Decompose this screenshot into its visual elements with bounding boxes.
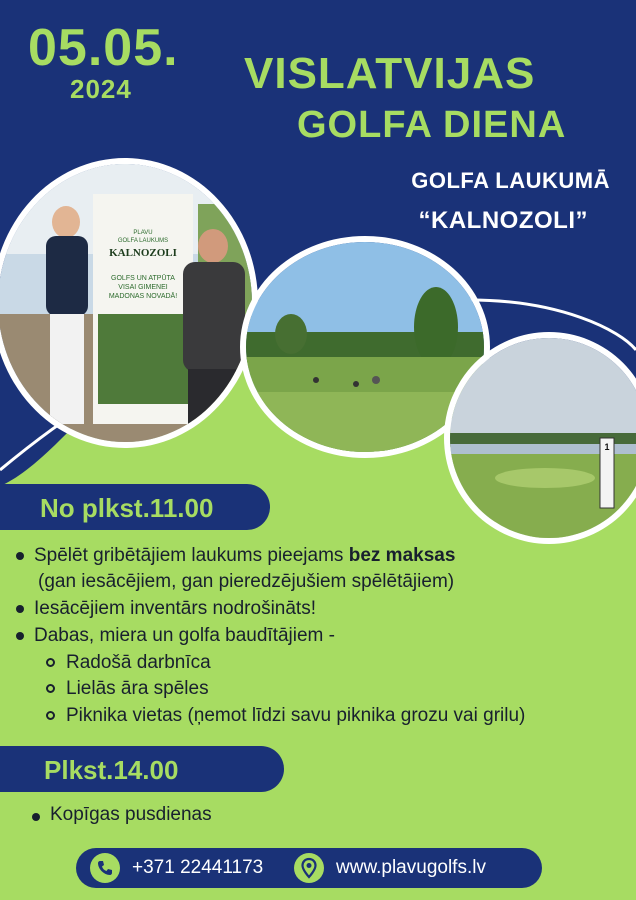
list-item-bold: bez maksas (348, 545, 456, 566)
venue-line1: GOLFA LAUKUMĀ (411, 168, 610, 193)
sub-list-item: Piknika vietas (ņemot līdzi savu piknika grozu vai grilu) (66, 705, 526, 726)
list-item: Dabas, miera un golfa baudītājiem - (34, 625, 335, 646)
bullet (16, 605, 24, 613)
event-title-line2: GOLFA DIENA (297, 104, 567, 146)
banner-line2: GOLFA LAUKUMS (117, 238, 169, 244)
banner-slogan1: GOLFS UN ATPŪTA (111, 275, 175, 282)
phone-number[interactable]: +371 22441173 (132, 857, 264, 878)
list-item-continuation: (gan iesācējiem, gan pieredzējušiem spēlētājiem) (38, 571, 455, 592)
section2-heading: Plkst.14.00 (0, 746, 284, 792)
list-item-text: Spēlēt gribētājiem laukums pieejams (34, 545, 349, 566)
banner-line3: KALNOZOLI (109, 247, 177, 259)
bullet (32, 813, 40, 821)
list-item: Iesācējiem inventārs nodrošināts! (34, 598, 316, 619)
contact-bar (76, 848, 542, 888)
section1-heading: No plkst.11.00 (0, 484, 270, 530)
banner-slogan3: MADONAS NOVADĀ! (108, 293, 178, 300)
list-item: Kopīgas pusdienas (50, 804, 212, 825)
photo-banner-people (0, 158, 258, 448)
hole-sign-number: 1 (604, 442, 610, 452)
sub-bullet (46, 658, 55, 667)
sub-bullet (46, 711, 55, 720)
banner-slogan2: VISAI GIMENEI (118, 284, 168, 291)
location-pin-icon (294, 853, 324, 883)
sub-list-item: Lielās āra spēles (66, 678, 209, 699)
website-link[interactable]: www.plavugolfs.lv (336, 857, 486, 878)
bullet (16, 552, 24, 560)
sub-bullet (46, 684, 55, 693)
event-date-day: 05.05. (28, 19, 179, 77)
event-title-line1: VISLATVIJAS (244, 49, 536, 98)
phone-icon (90, 853, 120, 883)
sub-list-item: Radošā darbnīca (66, 652, 211, 673)
venue-line2: “KALNOZOLI” (418, 207, 588, 234)
banner-line1: PLAVU (133, 230, 153, 236)
event-date-year: 2024 (70, 74, 132, 104)
list-item (34, 546, 455, 565)
bullet (16, 632, 24, 640)
